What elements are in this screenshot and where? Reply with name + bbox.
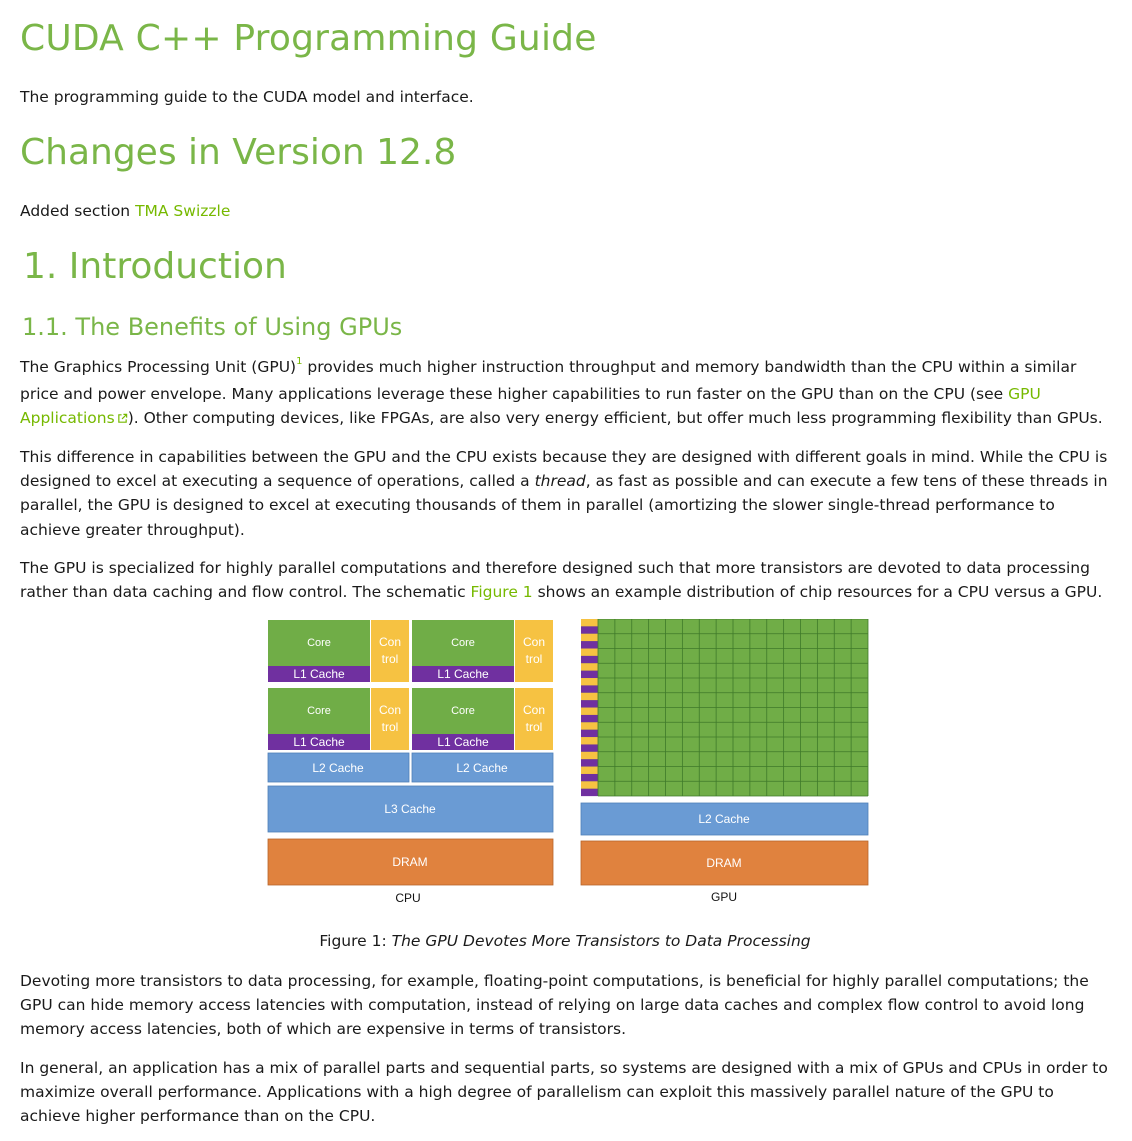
- cpu-l2-cache-1: [268, 753, 409, 782]
- para3-text-b: shows an example distribution of chip resources for a CPU versus a GPU.: [532, 583, 1103, 602]
- l1-label: L1 Cache: [293, 735, 345, 749]
- introduction-heading: 1. Introduction: [23, 246, 287, 287]
- l1-label: L1 Cache: [293, 667, 345, 681]
- page-title: CUDA C++ Programming Guide: [20, 18, 597, 59]
- gpu-label: GPU: [710, 890, 738, 904]
- control-label-bottom: trol: [525, 720, 543, 734]
- gpu-stripe: [581, 656, 598, 663]
- benefits-heading: 1.1. The Benefits of Using GPUs: [22, 313, 403, 341]
- l1-label: L1 Cache: [437, 735, 489, 749]
- gpu-stripe: [581, 693, 598, 700]
- cpu-label: CPU: [395, 891, 421, 905]
- control-label-top: Con: [522, 635, 546, 649]
- core-label: Core: [307, 637, 331, 649]
- paragraph-specialized: [20, 556, 1110, 604]
- control-label-top: Con: [522, 703, 546, 717]
- para5-text: In general, an application has a mix of parallel parts and sequential parts, so systems are designed with a mix of GPUs and CPUs in order to maximize overall performance. Applications with a high degree of parallelism can exploit this massively parallel nature of the GPU to achieve higher performance than on the CPU.: [20, 1059, 1108, 1126]
- cpu-core-block-4: [412, 688, 553, 750]
- dram-label: DRAM: [392, 855, 428, 869]
- para1-text-b: provides much higher instruction throughput and memory bandwidth than the CPU within a similar price and power envelope. Many applications leverage these higher capabilities to run faster on the GPU than on the CPU (see: [20, 358, 1077, 404]
- cpu-dram: [268, 839, 553, 885]
- l3-label: L3 Cache: [384, 802, 436, 816]
- gpu-stripe: [581, 744, 598, 751]
- gpu-stripe: [581, 626, 598, 633]
- cpu-gpu-diagram: [267, 619, 869, 909]
- gpu-stripe: [581, 759, 598, 766]
- para3-text-a: The GPU is specialized for highly parallel computations and therefore designed such that more transistors are devoted to data processing rather than data caching and flow control. The schematic: [20, 559, 1090, 602]
- cpu-core-block-1: [268, 620, 409, 682]
- para1-text-c: ). Other computing devices, like FPGAs, are also very energy efficient, but offer much less programming flexibility than GPUs.: [127, 409, 1103, 428]
- gpu-stripe: [581, 700, 598, 707]
- gpu-stripe: [581, 641, 598, 648]
- caption-title: The GPU Devotes More Transistors to Data Processing: [391, 932, 811, 950]
- core-label: Core: [451, 705, 475, 717]
- control-label-top: Con: [378, 703, 402, 717]
- gpu-stripe: [581, 685, 598, 692]
- l2-label: L2 Cache: [456, 761, 508, 775]
- gpu-diagram: [581, 619, 868, 904]
- gpu-stripe: [581, 649, 598, 656]
- control-label-bottom: trol: [525, 652, 543, 666]
- gpu-stripe: [581, 789, 598, 796]
- gpu-applications-label: GPU Applications: [20, 385, 1041, 428]
- l1-label: L1 Cache: [437, 667, 489, 681]
- paragraph-design-goals: [20, 445, 1110, 542]
- paragraph-gpu-throughput: [20, 355, 1110, 431]
- gpu-stripe: [581, 781, 598, 788]
- control-label-bottom: trol: [381, 652, 399, 666]
- gpu-stripe: [581, 752, 598, 759]
- para4-text: Devoting more transistors to data processing, for example, floating-point computations, is beneficial for highly parallel computations; the GPU can hide memory access latencies with computation, instead of relying on large data caches and complex flow control to avoid long memory access latencies, both of which are expensive in terms of transistors.: [20, 972, 1089, 1039]
- l2-label: L2 Cache: [698, 812, 750, 826]
- gpu-stripe: [581, 671, 598, 678]
- gpu-stripe: [581, 737, 598, 744]
- core-label: Core: [451, 637, 475, 649]
- external-link-icon: [117, 413, 128, 424]
- gpu-dram: [581, 841, 868, 885]
- cpu-diagram: [268, 620, 553, 905]
- cpu-core-block-2: [412, 620, 553, 682]
- gpu-stripe: [581, 708, 598, 715]
- para2-text-b: , as fast as possible and can execute a few tens of these threads in parallel, the GPU is designed to excel at executing thousands of them in parallel (amortizing the slower single-thread performance to achieve greater throughput).: [20, 472, 1108, 539]
- gpu-stripe: [581, 619, 598, 626]
- cpu-l3-cache: [268, 786, 553, 832]
- gpu-stripe: [581, 634, 598, 641]
- dram-label: DRAM: [706, 856, 742, 870]
- gpu-stripe: [581, 774, 598, 781]
- figure-caption: [20, 932, 1110, 950]
- cpu-gpu-figure: [267, 619, 869, 909]
- para2-text-a: This difference in capabilities between the GPU and the CPU exists because they are designed with different goals in mind. While the CPU is designed to excel at executing a sequence of operations, called a: [20, 448, 1108, 491]
- gpu-stripe: [581, 730, 598, 737]
- paragraph-latency: [20, 969, 1110, 1042]
- gpu-stripe: [581, 722, 598, 729]
- changes-added-line: [20, 202, 230, 220]
- cpu-l2-cache-2: [412, 753, 553, 782]
- l2-label: L2 Cache: [312, 761, 364, 775]
- caption-prefix: Figure 1:: [319, 932, 392, 950]
- gpu-stripe: [581, 767, 598, 774]
- paragraph-mixed-systems: [20, 1056, 1110, 1129]
- gpu-stripe: [581, 715, 598, 722]
- core-label: Core: [307, 705, 331, 717]
- gpu-stripe: [581, 663, 598, 670]
- gpu-stripe: [581, 678, 598, 685]
- tma-swizzle-link[interactable]: TMA Swizzle: [135, 202, 231, 220]
- added-prefix: Added section: [20, 202, 136, 220]
- control-label-top: Con: [378, 635, 402, 649]
- para1-text-a: The Graphics Processing Unit (GPU): [20, 358, 297, 376]
- figure-1-link[interactable]: Figure 1: [470, 583, 533, 602]
- changes-heading: Changes in Version 12.8: [20, 132, 457, 173]
- gpu-control-stripes: [581, 619, 598, 796]
- control-label-bottom: trol: [381, 720, 399, 734]
- cpu-core-block-3: [268, 688, 409, 750]
- footnote-link[interactable]: 1: [296, 356, 303, 367]
- thread-term: thread: [534, 472, 586, 491]
- page-subtitle: The programming guide to the CUDA model and interface.: [20, 88, 474, 106]
- gpu-l2-cache: [581, 803, 868, 835]
